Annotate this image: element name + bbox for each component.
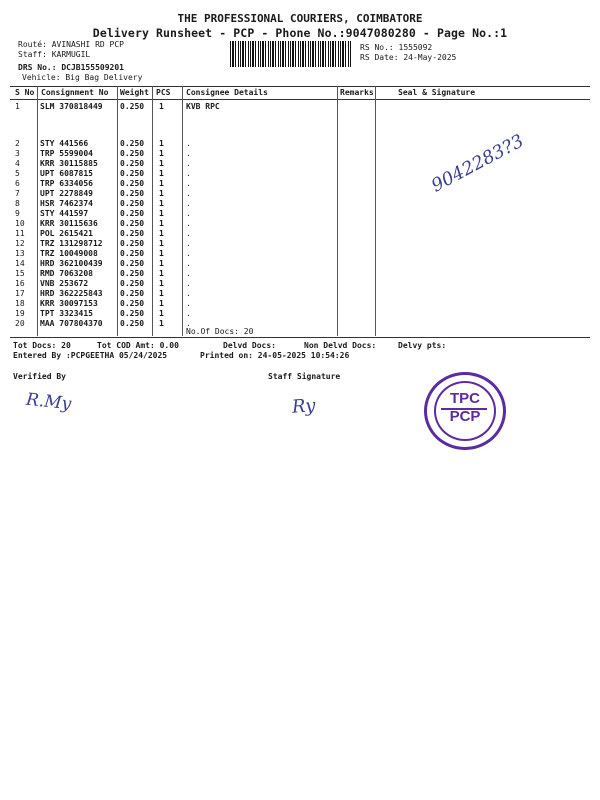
runsheet-title: Delivery Runsheet - PCP - Phone No.:9047080280 - Page No.:1	[92, 26, 508, 40]
cell-sno: 18	[15, 299, 25, 308]
delivered-docs: Delvd Docs:	[223, 341, 276, 350]
cell-consignee-details: .	[186, 139, 191, 148]
cell-pcs: 1	[159, 209, 164, 218]
cell-consignee-details: .	[186, 299, 191, 308]
table-row	[0, 229, 600, 239]
table-row	[0, 269, 600, 279]
cell-consignee-details: .	[186, 269, 191, 278]
cell-consignment-no: SLM 370818449	[40, 102, 103, 111]
cell-pcs: 1	[159, 139, 164, 148]
cell-consignee-details: .	[186, 289, 191, 298]
header-pcs: PCS	[156, 88, 171, 97]
cell-weight: 0.250	[120, 269, 145, 278]
cell-consignment-no: HSR 7462374	[40, 199, 93, 208]
cell-weight: 0.250	[120, 279, 145, 288]
cell-consignment-no: TRZ 10049008	[40, 249, 98, 258]
staff-label: Staff: KARMUGIL	[18, 50, 91, 59]
company-seal-stamp	[424, 372, 506, 450]
table-row	[0, 189, 600, 199]
table-row	[0, 199, 600, 209]
cell-weight: 0.250	[120, 259, 145, 268]
cell-pcs: 1	[159, 102, 164, 111]
cell-consignee-details: .	[186, 229, 191, 238]
table-row	[0, 279, 600, 289]
table-bottom-rule	[10, 337, 590, 338]
cell-consignee-details: .	[186, 219, 191, 228]
cell-sno: 2	[15, 139, 20, 148]
cell-sno: 11	[15, 229, 25, 238]
cell-weight: 0.250	[120, 239, 145, 248]
verified-by-label: Verified By	[13, 372, 66, 381]
cell-sno: 15	[15, 269, 25, 278]
cell-sno: 10	[15, 219, 25, 228]
cell-sno: 20	[15, 319, 25, 328]
table-row	[0, 259, 600, 269]
cell-consignment-no: TRP 5599004	[40, 149, 93, 158]
route-label: Routé: AVINASHI RD PCP	[18, 40, 124, 49]
verified-signature: R.My	[25, 389, 73, 415]
cell-consignee-details: .	[186, 309, 191, 318]
cell-consignment-no: RMD 7063208	[40, 269, 93, 278]
table-header-row	[0, 88, 600, 98]
drs-number: DRS No.: DCJB155509201	[18, 63, 124, 72]
table-row	[0, 102, 600, 112]
cell-pcs: 1	[159, 269, 164, 278]
table-header-rule	[10, 99, 590, 100]
cell-sno: 19	[15, 309, 25, 318]
table-row	[0, 239, 600, 249]
cell-consignment-no: UPT 2278849	[40, 189, 93, 198]
non-delivered-docs: Non Delvd Docs:	[304, 341, 377, 350]
cell-consignee-details: KVB RPC	[186, 102, 220, 111]
cell-consignee-details: .	[186, 169, 191, 178]
cell-sno: 16	[15, 279, 25, 288]
cell-weight: 0.250	[120, 179, 145, 188]
table-row	[0, 309, 600, 319]
cell-consignment-no: HRD 362225843	[40, 289, 103, 298]
cell-consignee-details: .	[186, 189, 191, 198]
cell-pcs: 1	[159, 219, 164, 228]
cell-weight: 0.250	[120, 249, 145, 258]
header-remarks: Remarks	[340, 88, 374, 97]
cell-consignment-no: VNB 253672	[40, 279, 89, 288]
table-top-rule	[10, 86, 590, 87]
cell-sno: 14	[15, 259, 25, 268]
total-docs: Tot Docs: 20	[13, 341, 71, 350]
cell-pcs: 1	[159, 249, 164, 258]
cell-weight: 0.250	[120, 159, 145, 168]
table-row	[0, 219, 600, 229]
cell-pcs: 1	[159, 309, 164, 318]
cell-weight: 0.250	[120, 169, 145, 178]
cell-consignment-no: TPT 3323415	[40, 309, 93, 318]
cell-consignee-details: .	[186, 239, 191, 248]
cell-pcs: 1	[159, 189, 164, 198]
cell-pcs: 1	[159, 319, 164, 328]
cell-consignment-no: KRR 30097153	[40, 299, 98, 308]
cell-sno: 5	[15, 169, 20, 178]
table-row	[0, 169, 600, 179]
header-consignment: Consignment No	[41, 88, 109, 97]
cell-consignment-no: MAA 707804370	[40, 319, 103, 328]
table-row	[0, 159, 600, 169]
cell-weight: 0.250	[120, 289, 145, 298]
cell-pcs: 1	[159, 239, 164, 248]
cell-consignment-no: HRD 362100439	[40, 259, 103, 268]
cell-consignment-no: KRR 30115636	[40, 219, 98, 228]
cell-consignment-no: TRP 6334056	[40, 179, 93, 188]
cell-weight: 0.250	[120, 139, 145, 148]
handwritten-phone: 9042283?3	[428, 130, 528, 197]
cell-sno: 7	[15, 189, 20, 198]
barcode	[230, 41, 352, 67]
table-row	[0, 289, 600, 299]
header-weight: Weight	[120, 88, 149, 97]
cell-sno: 12	[15, 239, 25, 248]
cell-weight: 0.250	[120, 309, 145, 318]
cell-consignee-details: .	[186, 319, 191, 328]
rs-date: RS Date: 24-May-2025	[360, 53, 457, 62]
cell-consignee-details: .	[186, 179, 191, 188]
cell-sno: 8	[15, 199, 20, 208]
cell-sno: 6	[15, 179, 20, 188]
company-title: THE PROFESSIONAL COURIERS, COIMBATORE	[177, 12, 423, 25]
stamp-text-top: TPC	[450, 390, 480, 407]
cell-consignee-details: .	[186, 249, 191, 258]
table-row	[0, 179, 600, 189]
cell-weight: 0.250	[120, 219, 145, 228]
printed-on: Printed on: 24-05-2025 10:54:26	[200, 351, 350, 360]
cell-weight: 0.250	[120, 319, 145, 328]
cell-weight: 0.250	[120, 199, 145, 208]
cell-pcs: 1	[159, 169, 164, 178]
cell-weight: 0.250	[120, 102, 145, 111]
no-of-docs: No.Of Docs: 20	[186, 327, 254, 336]
cell-consignment-no: TRZ 131298712	[40, 239, 103, 248]
table-row	[0, 249, 600, 259]
header-consignee: Consignee Details	[186, 88, 268, 97]
cell-consignee-details: .	[186, 149, 191, 158]
cell-sno: 4	[15, 159, 20, 168]
cell-consignee-details: .	[186, 199, 191, 208]
cell-pcs: 1	[159, 149, 164, 158]
table-row	[0, 209, 600, 219]
staff-signature: Ry	[291, 395, 317, 418]
cell-sno: 13	[15, 249, 25, 258]
entered-by: Entered By :PCPGEETHA 05/24/2025	[13, 351, 168, 360]
cell-weight: 0.250	[120, 299, 145, 308]
table-row	[0, 319, 600, 329]
cell-pcs: 1	[159, 259, 164, 268]
cell-consignee-details: .	[186, 259, 191, 268]
cell-sno: 1	[15, 102, 20, 111]
cell-sno: 9	[15, 209, 20, 218]
cell-consignment-no: POL 2615421	[40, 229, 93, 238]
cell-consignment-no: UPT 6087815	[40, 169, 93, 178]
cell-pcs: 1	[159, 159, 164, 168]
cell-weight: 0.250	[120, 149, 145, 158]
cell-consignee-details: .	[186, 159, 191, 168]
header-seal: Seal & Signature	[398, 88, 476, 97]
rs-number: RS No.: 1555092	[360, 43, 433, 52]
cell-consignee-details: .	[186, 209, 191, 218]
stamp-text-bottom: PCP	[449, 408, 481, 425]
cell-pcs: 1	[159, 289, 164, 298]
cell-pcs: 1	[159, 199, 164, 208]
cell-sno: 17	[15, 289, 25, 298]
cell-sno: 3	[15, 149, 20, 158]
cell-consignment-no: STY 441566	[40, 139, 89, 148]
cell-pcs: 1	[159, 299, 164, 308]
table-row	[0, 299, 600, 309]
cell-consignment-no: KRR 30115885	[40, 159, 98, 168]
cell-weight: 0.250	[120, 229, 145, 238]
cell-weight: 0.250	[120, 209, 145, 218]
vehicle-label: Vehicle: Big Bag Delivery	[22, 73, 143, 82]
cell-consignment-no: STY 441597	[40, 209, 89, 218]
cell-pcs: 1	[159, 179, 164, 188]
cell-weight: 0.250	[120, 189, 145, 198]
header-sno: S No	[15, 88, 35, 97]
cell-consignee-details: .	[186, 279, 191, 288]
cell-pcs: 1	[159, 229, 164, 238]
cell-pcs: 1	[159, 279, 164, 288]
total-cod: Tot COD Amt: 0.00	[97, 341, 179, 350]
staff-signature-label: Staff Signature	[268, 372, 341, 381]
delivery-points: Delvy pts:	[398, 341, 447, 350]
